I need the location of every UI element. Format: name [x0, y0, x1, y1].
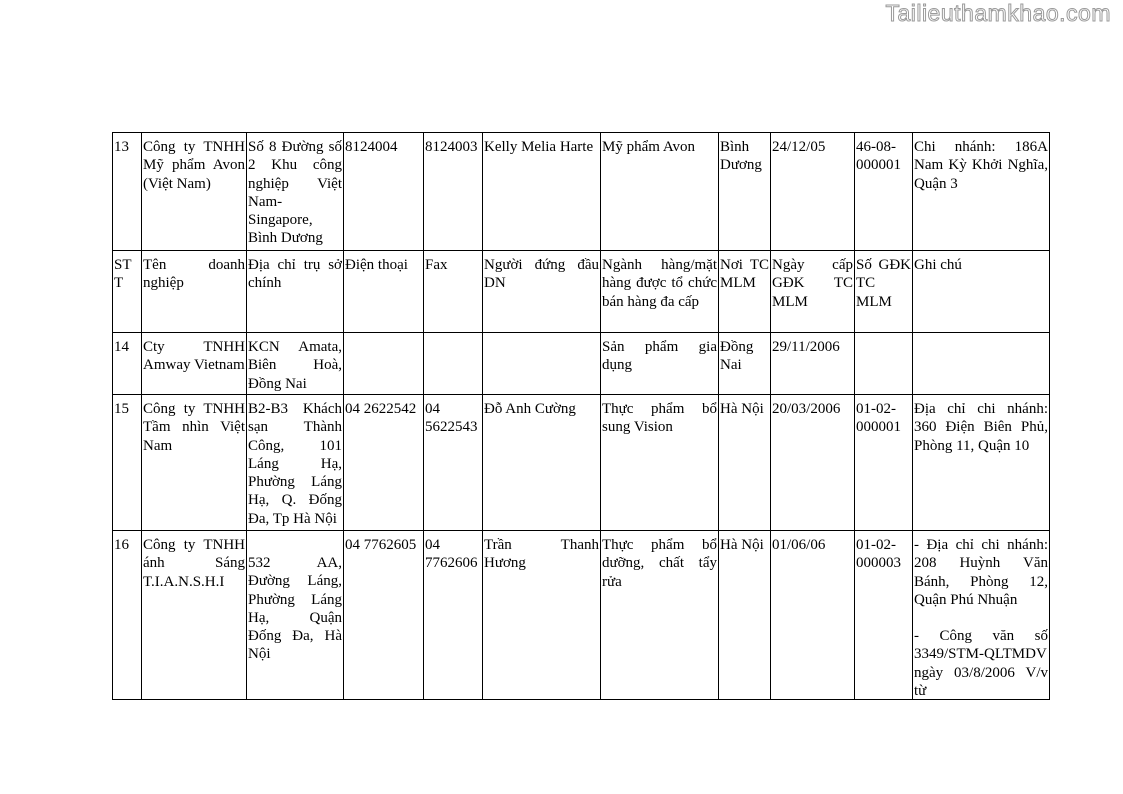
cell-note	[913, 333, 1050, 395]
cell-address: B2-B3 Khách sạn Thành Công, 101 Láng Hạ, Phường Láng Hạ, Q. Đống Đa, Tp Hà Nội	[247, 395, 344, 531]
table-row	[113, 133, 1050, 251]
header-fax: Fax	[424, 251, 483, 333]
cell-cert-number: 01-02-000001	[855, 395, 913, 531]
header-note: Ghi chú	[913, 251, 1050, 333]
table-row	[113, 333, 1050, 395]
cell-phone: 8124004	[344, 133, 424, 251]
cell-address: Số 8 Đường số 2 Khu công nghiệp Việt Nam-Singapore, Bình Dương	[247, 133, 344, 251]
cell-fax: 04 7762606	[424, 531, 483, 700]
table-row	[113, 531, 1050, 700]
cell-date: 01/06/06	[771, 531, 855, 700]
cell-cert-number: 01-02-000003	[855, 531, 913, 700]
header-goods: Ngành hàng/mặt hàng được tổ chức bán hàng đa cấp	[601, 251, 719, 333]
cell-phone: 04 2622542	[344, 395, 424, 531]
header-enterprise-name: Tên doanh nghiệp	[142, 251, 247, 333]
cell-date: 20/03/2006	[771, 395, 855, 531]
header-place: Nơi TC MLM	[719, 251, 771, 333]
header-head: Người đứng đầu DN	[483, 251, 601, 333]
header-phone: Điện thoại	[344, 251, 424, 333]
watermark: Tailieuthamkhao.com	[885, 0, 1111, 26]
enterprise-registration-table	[112, 132, 1050, 700]
cell-stt: 16	[113, 531, 142, 700]
cell-date: 29/11/2006	[771, 333, 855, 395]
cell-place: Hà Nội	[719, 531, 771, 700]
cell-fax	[424, 333, 483, 395]
cell-date: 24/12/05	[771, 133, 855, 251]
note-text: - Địa chỉ chi nhánh: 208 Huỳnh Văn Bánh, Phòng 12, Quận Phú Nhuận	[914, 537, 1048, 608]
table-header-row	[113, 251, 1050, 333]
cell-head	[483, 333, 601, 395]
cell-head: Kelly Melia Harte	[483, 133, 601, 251]
note-text: Chi nhánh: 186A Nam Kỳ Khởi Nghĩa, Quận 3	[914, 139, 1048, 192]
cell-fax: 04 5622543	[424, 395, 483, 531]
cell-goods: Thực phẩm bổ dưỡng, chất tẩy rửa	[601, 531, 719, 700]
cell-note	[913, 531, 1050, 700]
cell-phone: 04 7762605	[344, 531, 424, 700]
cell-goods: Mỹ phẩm Avon	[601, 133, 719, 251]
cell-cert-number	[855, 333, 913, 395]
cell-address: KCN Amata, Biên Hoà, Đồng Nai	[247, 333, 344, 395]
cell-place: Bình Dương	[719, 133, 771, 251]
address-text: 532 AA, Đường Láng, Phường Láng Hạ, Quận Đống Đa, Hà Nội	[248, 555, 342, 663]
cell-goods: Sản phẩm gia dụng	[601, 333, 719, 395]
note-text-2: - Công văn số 3349/STM-QLTMDV ngày 03/8/2006 V/v từ	[914, 628, 1048, 700]
cell-note	[913, 133, 1050, 251]
cell-place: Đồng Nai	[719, 333, 771, 395]
header-address: Địa chỉ trụ sở chính	[247, 251, 344, 333]
cell-stt: 15	[113, 395, 142, 531]
note-text: Địa chỉ chi nhánh: 360 Điện Biên Phủ, Phòng 11, Quận 10	[914, 401, 1048, 454]
cell-enterprise-name: Công ty TNHH ánh Sáng T.I.A.N.S.H.I	[142, 531, 247, 700]
cell-fax: 8124003	[424, 133, 483, 251]
cell-cert-number: 46-08-000001	[855, 133, 913, 251]
cell-phone	[344, 333, 424, 395]
cell-note	[913, 395, 1050, 531]
header-date: Ngày cấp GĐK TC MLM	[771, 251, 855, 333]
cell-stt: 13	[113, 133, 142, 251]
table-row	[113, 395, 1050, 531]
cell-head: Đỗ Anh Cường	[483, 395, 601, 531]
cell-address	[247, 531, 344, 700]
cell-enterprise-name: Cty TNHH Amway Vietnam	[142, 333, 247, 395]
header-stt: ST T	[113, 251, 142, 333]
cell-stt: 14	[113, 333, 142, 395]
cell-goods: Thực phẩm bổ sung Vision	[601, 395, 719, 531]
cell-place: Hà Nội	[719, 395, 771, 531]
cell-enterprise-name: Công ty TNHH Tầm nhìn Việt Nam	[142, 395, 247, 531]
header-cert-number: Số GĐK TC MLM	[855, 251, 913, 333]
cell-enterprise-name: Công ty TNHH Mỹ phẩm Avon (Việt Nam)	[142, 133, 247, 251]
cell-head: Trần Thanh Hương	[483, 531, 601, 700]
